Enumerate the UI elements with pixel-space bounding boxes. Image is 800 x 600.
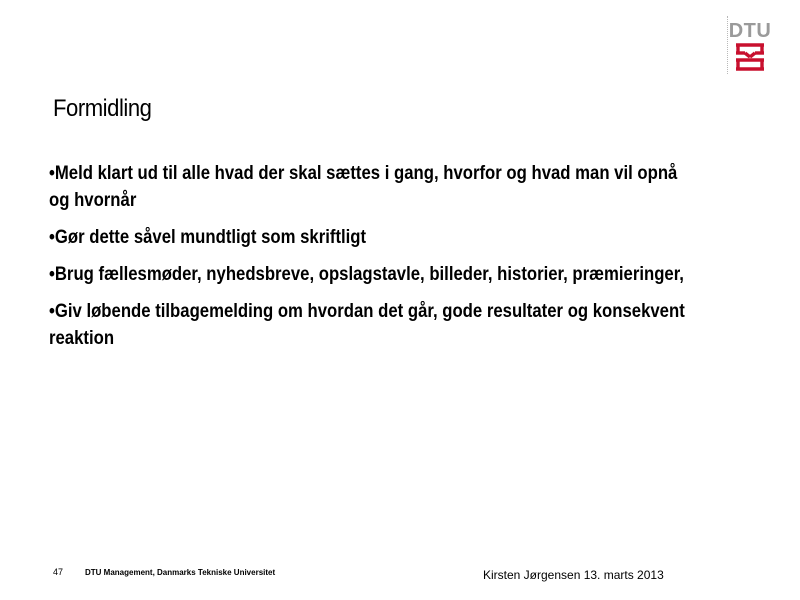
- bullet-marker: •: [49, 264, 55, 285]
- footer-author-date: Kirsten Jørgensen 13. marts 2013: [483, 568, 664, 582]
- bullet-marker: •: [49, 301, 55, 322]
- bullet-item: [49, 261, 700, 288]
- bullet-list: [49, 160, 729, 362]
- bullet-item: [49, 224, 700, 251]
- bullet-text: Meld klart ud til alle hvad der skal sættes i gang, hvorfor og hvad man vil opnå og hvornår: [49, 163, 678, 211]
- slide-title: Formidling: [53, 95, 152, 122]
- bullet-marker: •: [49, 227, 55, 248]
- dtu-logo-icon: [727, 18, 773, 72]
- bullet-item: [49, 298, 700, 352]
- logo-text: DTU: [728, 20, 772, 42]
- footer-organization: DTU Management, Danmarks Tekniske Universitet: [85, 568, 276, 577]
- page-number: 47: [53, 567, 64, 577]
- bullet-text: Giv løbende tilbagemelding om hvordan det går, gode resultater og konsekvent reaktion: [49, 301, 685, 349]
- bullet-marker: •: [49, 163, 55, 184]
- bullet-item: [49, 160, 700, 214]
- bullet-text: Gør dette såvel mundtligt som skriftligt: [54, 227, 367, 248]
- bullet-text: Brug fællesmøder, nyhedsbreve, opslagstavle, billeder, historier, præmieringer,: [54, 264, 684, 285]
